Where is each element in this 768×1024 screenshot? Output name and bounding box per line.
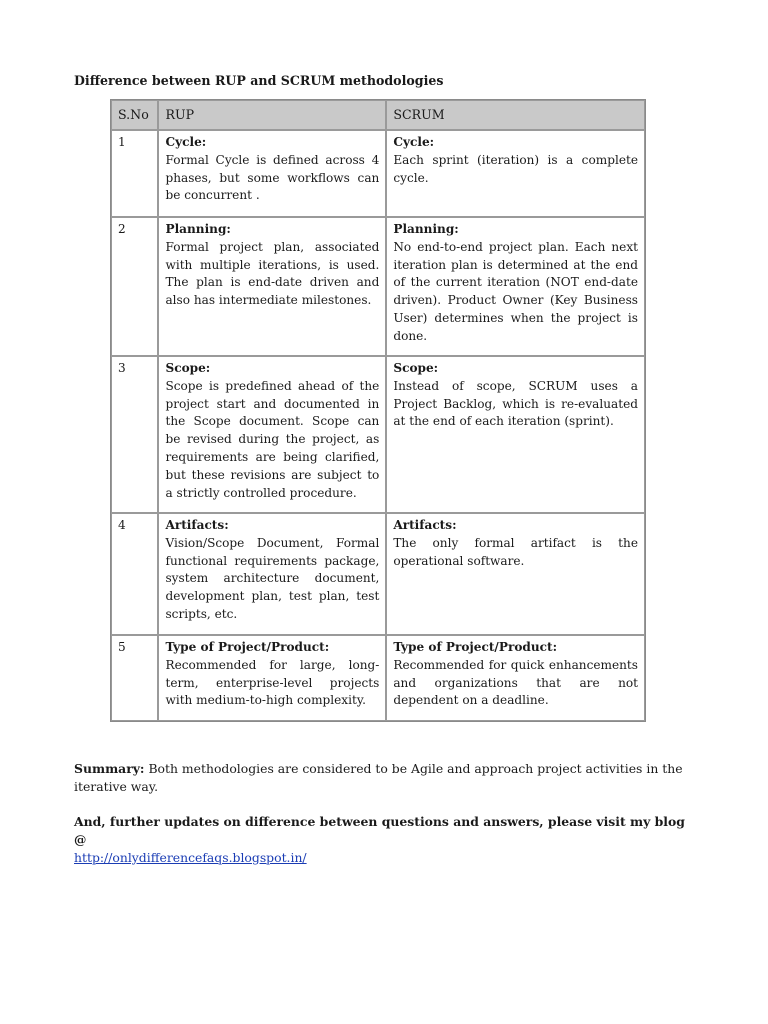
row-number: 2 bbox=[111, 217, 158, 356]
summary-text: Both methodologies are considered to be Agile and approach project activities in the iterative way. bbox=[74, 761, 683, 794]
scrum-cell-text: No end-to-end project plan. Each next iteration plan is determined at the end of the current iteration (NOT end-date driven). Product Owner (Key Business User) determines when the project is done. bbox=[393, 239, 638, 343]
rup-cell bbox=[158, 217, 386, 356]
table-row bbox=[111, 356, 645, 513]
scrum-cell bbox=[386, 356, 645, 513]
header-sno: S.No bbox=[111, 100, 158, 130]
scrum-cell bbox=[386, 130, 645, 217]
scrum-cell-text: Recommended for quick enhancements and organizations that are not dependent on a deadline. bbox=[393, 657, 638, 708]
table-row bbox=[111, 513, 645, 635]
rup-cell bbox=[158, 513, 386, 635]
scrum-cell-heading: Artifacts: bbox=[393, 518, 457, 532]
row-number: 1 bbox=[111, 130, 158, 217]
scrum-cell-heading: Planning: bbox=[393, 222, 459, 236]
scrum-cell-heading: Cycle: bbox=[393, 135, 435, 149]
rup-cell bbox=[158, 356, 386, 513]
rup-cell-heading: Cycle: bbox=[165, 135, 207, 149]
summary-label: Summary: bbox=[74, 761, 145, 776]
scrum-cell-heading: Scope: bbox=[393, 361, 439, 375]
document-title: Difference between RUP and SCRUM methodologies bbox=[74, 73, 444, 88]
table-row bbox=[111, 130, 645, 217]
rup-cell-heading: Planning: bbox=[165, 222, 231, 236]
further-updates-paragraph bbox=[74, 813, 686, 867]
rup-cell-heading: Scope: bbox=[165, 361, 211, 375]
rup-cell-text: Scope is predefined ahead of the project start and documented in the Scope document. Scope can be revised during the project, as requirements are being clarified, but these revisions are subject to a strictly controlled procedure. bbox=[165, 378, 380, 500]
scrum-cell-text: The only formal artifact is the operational software. bbox=[393, 535, 638, 568]
table-row bbox=[111, 635, 645, 721]
rup-cell-text: Recommended for large, long-term, enterprise-level projects with medium-to-high complexity. bbox=[165, 657, 380, 708]
table-row bbox=[111, 217, 645, 356]
rup-cell-text: Vision/Scope Document, Formal functional requirements package, system architecture document, development plan, test plan, test scripts, etc. bbox=[165, 535, 380, 621]
rup-cell-text: Formal project plan, associated with multiple iterations, is used. The plan is end-date driven and also has intermediate milestones. bbox=[165, 239, 380, 308]
table-header-row bbox=[111, 100, 645, 130]
rup-cell-heading: Artifacts: bbox=[165, 518, 229, 532]
scrum-cell-text: Instead of scope, SCRUM uses a Project Backlog, which is re-evaluated at the end of each iteration (sprint). bbox=[393, 378, 638, 429]
header-scrum: SCRUM bbox=[386, 100, 645, 130]
scrum-cell bbox=[386, 635, 645, 721]
rup-cell bbox=[158, 130, 386, 217]
row-number: 3 bbox=[111, 356, 158, 513]
scrum-cell bbox=[386, 217, 645, 356]
scrum-cell bbox=[386, 513, 645, 635]
rup-cell-text: Formal Cycle is defined across 4 phases, but some workflows can be concurrent . bbox=[165, 152, 380, 203]
further-updates-text: And, further updates on difference between questions and answers, please visit my blog @ bbox=[74, 814, 685, 847]
summary-paragraph bbox=[74, 760, 686, 796]
row-number: 4 bbox=[111, 513, 158, 635]
comparison-table bbox=[110, 99, 646, 722]
row-number: 5 bbox=[111, 635, 158, 721]
rup-cell bbox=[158, 635, 386, 721]
blog-link[interactable]: http://onlydifferencefaqs.blogspot.in/ bbox=[74, 850, 307, 865]
header-rup: RUP bbox=[158, 100, 386, 130]
scrum-cell-heading: Type of Project/Product: bbox=[393, 640, 558, 654]
rup-cell-heading: Type of Project/Product: bbox=[165, 640, 330, 654]
scrum-cell-text: Each sprint (iteration) is a complete cycle. bbox=[393, 152, 638, 185]
